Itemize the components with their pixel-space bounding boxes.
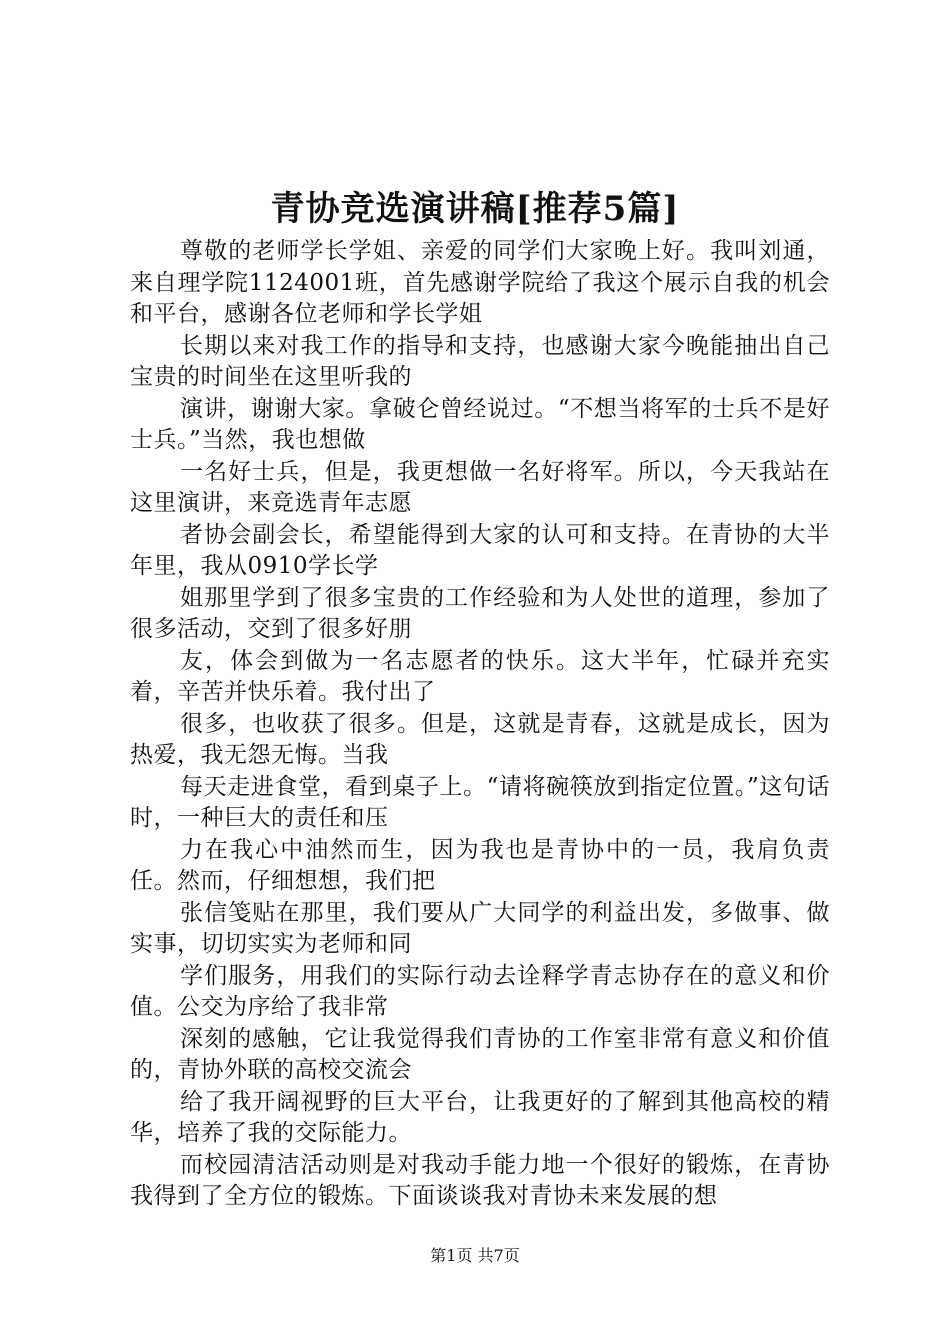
paragraph: 学们服务，用我们的实际行动去诠释学青志协存在的意义和价值。公交为序给了我非常 (130, 962, 830, 1020)
page-footer: 第1页 共7页 (430, 1246, 520, 1265)
paragraph: 姐那里学到了很多宝贵的工作经验和为人处世的道理，参加了很多活动，交到了很多好朋 (130, 584, 830, 642)
paragraph: 友，体会到做为一名志愿者的快乐。这大半年，忙碌并充实着，辛苦并快乐着。我付出了 (130, 647, 830, 705)
paragraph: 给了我开阔视野的巨大平台，让我更好的了解到其他高校的精华，培养了我的交际能力。 (130, 1088, 830, 1146)
paragraph: 力在我心中油然而生，因为我也是青协中的一员，我肩负责任。然而，仔细想想，我们把 (130, 836, 830, 894)
paragraph: 者协会副会长，希望能得到大家的认可和支持。在青协的大半年里，我从0910学长学 (130, 521, 830, 579)
paragraph: 一名好士兵，但是，我更想做一名好将军。所以，今天我站在这里演讲，来竞选青年志愿 (130, 458, 830, 516)
document-title: 青协竞选演讲稿[推荐5篇] (270, 189, 680, 229)
paragraph: 很多，也收获了很多。但是，这就是青春，这就是成长，因为热爱，我无怨无悔。当我 (130, 710, 830, 768)
paragraph: 每天走进食堂，看到桌子上。“请将碗筷放到指定位置。”这句话时，一种巨大的责任和压 (130, 773, 830, 831)
paragraph: 深刻的感触，它让我觉得我们青协的工作室非常有意义和价值的，青协外联的高校交流会 (130, 1025, 830, 1083)
paragraph: 而校园清洁活动则是对我动手能力地一个很好的锻炼，在青协我得到了全方位的锻炼。下面谈谈我对青协未来发展的想 (130, 1151, 830, 1209)
paragraph: 演讲，谢谢大家。拿破仑曾经说过。“不想当将军的士兵不是好士兵。”当然，我也想做 (130, 395, 830, 453)
paragraph: 张信笺贴在那里，我们要从广大同学的利益出发，多做事、做实事，切切实实为老师和同 (130, 899, 830, 957)
paragraph: 尊敬的老师学长学姐、亲爱的同学们大家晚上好。我叫刘通，来自理学院1124001班，首先感谢学院给了我这个展示自我的机会和平台，感谢各位老师和学长学姐 (130, 238, 830, 327)
paragraph: 长期以来对我工作的指导和支持，也感谢大家今晚能抽出自己宝贵的时间坐在这里听我的 (130, 332, 830, 390)
document-body (130, 236, 830, 1213)
